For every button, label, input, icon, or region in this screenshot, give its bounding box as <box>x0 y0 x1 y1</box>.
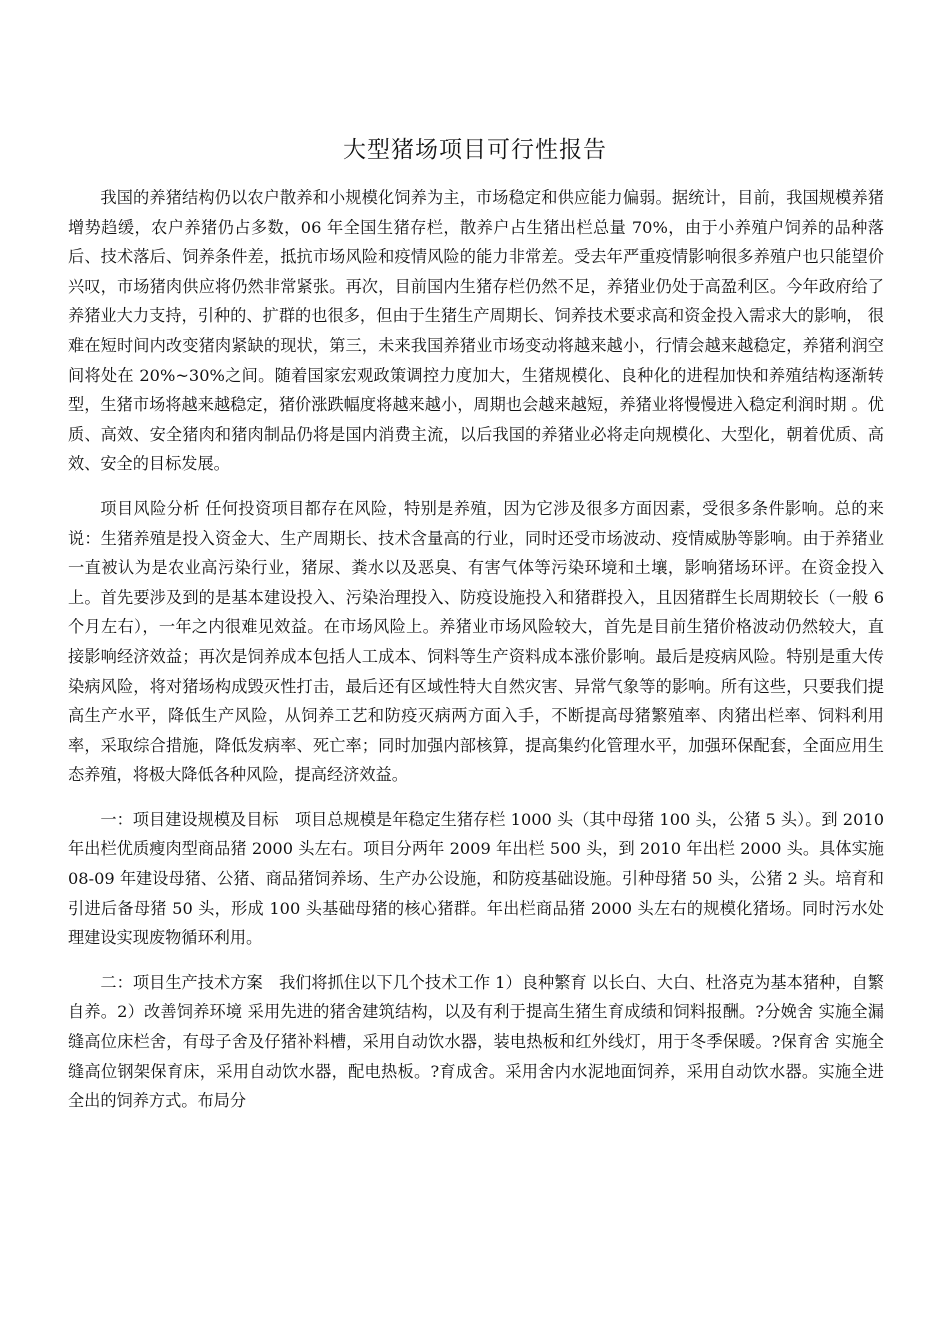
paragraph-market-overview: 我国的养猪结构仍以农户散养和小规模化饲养为主，市场稳定和供应能力偏弱。据统计，目前，我国规模养猪增势趋缓，农户养猪仍占多数，06 年全国生猪存栏，散养户占生猪出栏总量 70%，由于小养殖户饲养的品种落后、技术落后、饲养条件差，抵抗市场风险和疫情风险的能力非常差。受去年严重疫情影响很多养殖户也只能望价兴叹，市场猪肉供应将仍然非常紧张。再次，目前国内生猪存栏仍然不足，养猪业仍处于高盈利区。今年政府给了养猪业大力支持，引种的、扩群的也很多，但由于生猪生产周期长、饲养技术要求高和资金投入需求大的影响， 很难在短时间内改变猪肉紧缺的现状，第三，未来我国养猪业市场变动将越来越小，行情会越来越稳定，养猪利润空间将处在 20%~30%之间。随着国家宏观政策调控力度加大，生猪规模化、良种化的进程加快和养殖结构逐渐转型，生猪市场将越来越稳定，猪价涨跌幅度将越来越小，周期也会越来越短，养猪业将慢慢进入稳定利润时期 。优质、高效、安全猪肉和猪肉制品仍将是国内消费主流，以后我国的养猪业必将走向规模化、大型化，朝着优质、高效、安全的目标发展。 <box>68 188 884 474</box>
paragraph-scale-and-goals: 一：项目建设规模及目标 项目总规模是年稳定生猪存栏 1000 头（其中母猪 100 头，公猪 5 头）。到 2010 年出栏优质瘦肉型商品猪 2000 头左右。项目分两年 2009 年出栏 500 头，到 2010 年出栏 2000 头。具体实施 08-09 年建设母猪、公猪、商品猪饲养场、生产办公设施，和防疫基础设施。引种母猪 50 头，公猪 2 头。培育和引进后备母猪 50 头，形成 100 头基础母猪的核心猪群。年出栏商品猪 2000 头左右的规模化猪场。同时污水处理建设实现废物循环利用。 <box>68 809 884 948</box>
paragraph-technical-plan: 二：项目生产技术方案 我们将抓住以下几个技术工作 1）良种繁育 以长白、大白、杜洛克为基本猪种，自繁自养。2）改善饲养环境 采用先进的猪舍建筑结构，以及有利于提高生猪生育成绩和饲料报酬。?分娩舍 实施全漏缝高位床栏舍，有母子舍及仔猪补料槽，采用自动饮水器，装电热板和红外线灯，用于冬季保暖。?保育舍 实施全缝高位钢架保育床，采用自动饮水器，配电热板。?育成舍。采用舍内水泥地面饲养，采用自动饮水器。实施全进全出的饲养方式。布局分 <box>68 972 884 1111</box>
document-body <box>68 183 884 1131</box>
document-title: 大型猪场项目可行性报告 <box>343 137 607 163</box>
paragraph-risk-analysis: 项目风险分析 任何投资项目都存在风险，特别是养殖，因为它涉及很多方面因素，受很多条件影响。总的来说：生猪养殖是投入资金大、生产周期长、技术含量高的行业，同时还受市场波动、疫情威胁等影响。由于养猪业一直被认为是农业高污染行业，猪尿、粪水以及恶臭、有害气体等污染环境和土壤，影响猪场环评。在资金投入上。首先要涉及到的是基本建设投入、污染治理投入、防疫设施投入和猪群投入，且因猪群生长周期较长（一般 6 个月左右），一年之内很难见效益。在市场风险上。养猪业市场风险较大，首先是目前生猪价格波动仍然较大，直接影响经济效益；再次是饲养成本包括人工成本、饲料等生产资料成本涨价影响。最后是疫病风险。特别是重大传染病风险，将对猪场构成毁灭性打击，最后还有区域性特大自然灾害、异常气象等的影响。所有这些，只要我们提高生产水平，降低生产风险，从饲养工艺和防疫灭病两方面入手，不断提高母猪繁殖率、肉猪出栏率、饲料利用率，采取综合措施，降低发病率、死亡率；同时加强内部核算，提高集约化管理水平，加强环保配套，全面应用生态养殖，将极大降低各种风险，提高经济效益。 <box>68 498 884 785</box>
